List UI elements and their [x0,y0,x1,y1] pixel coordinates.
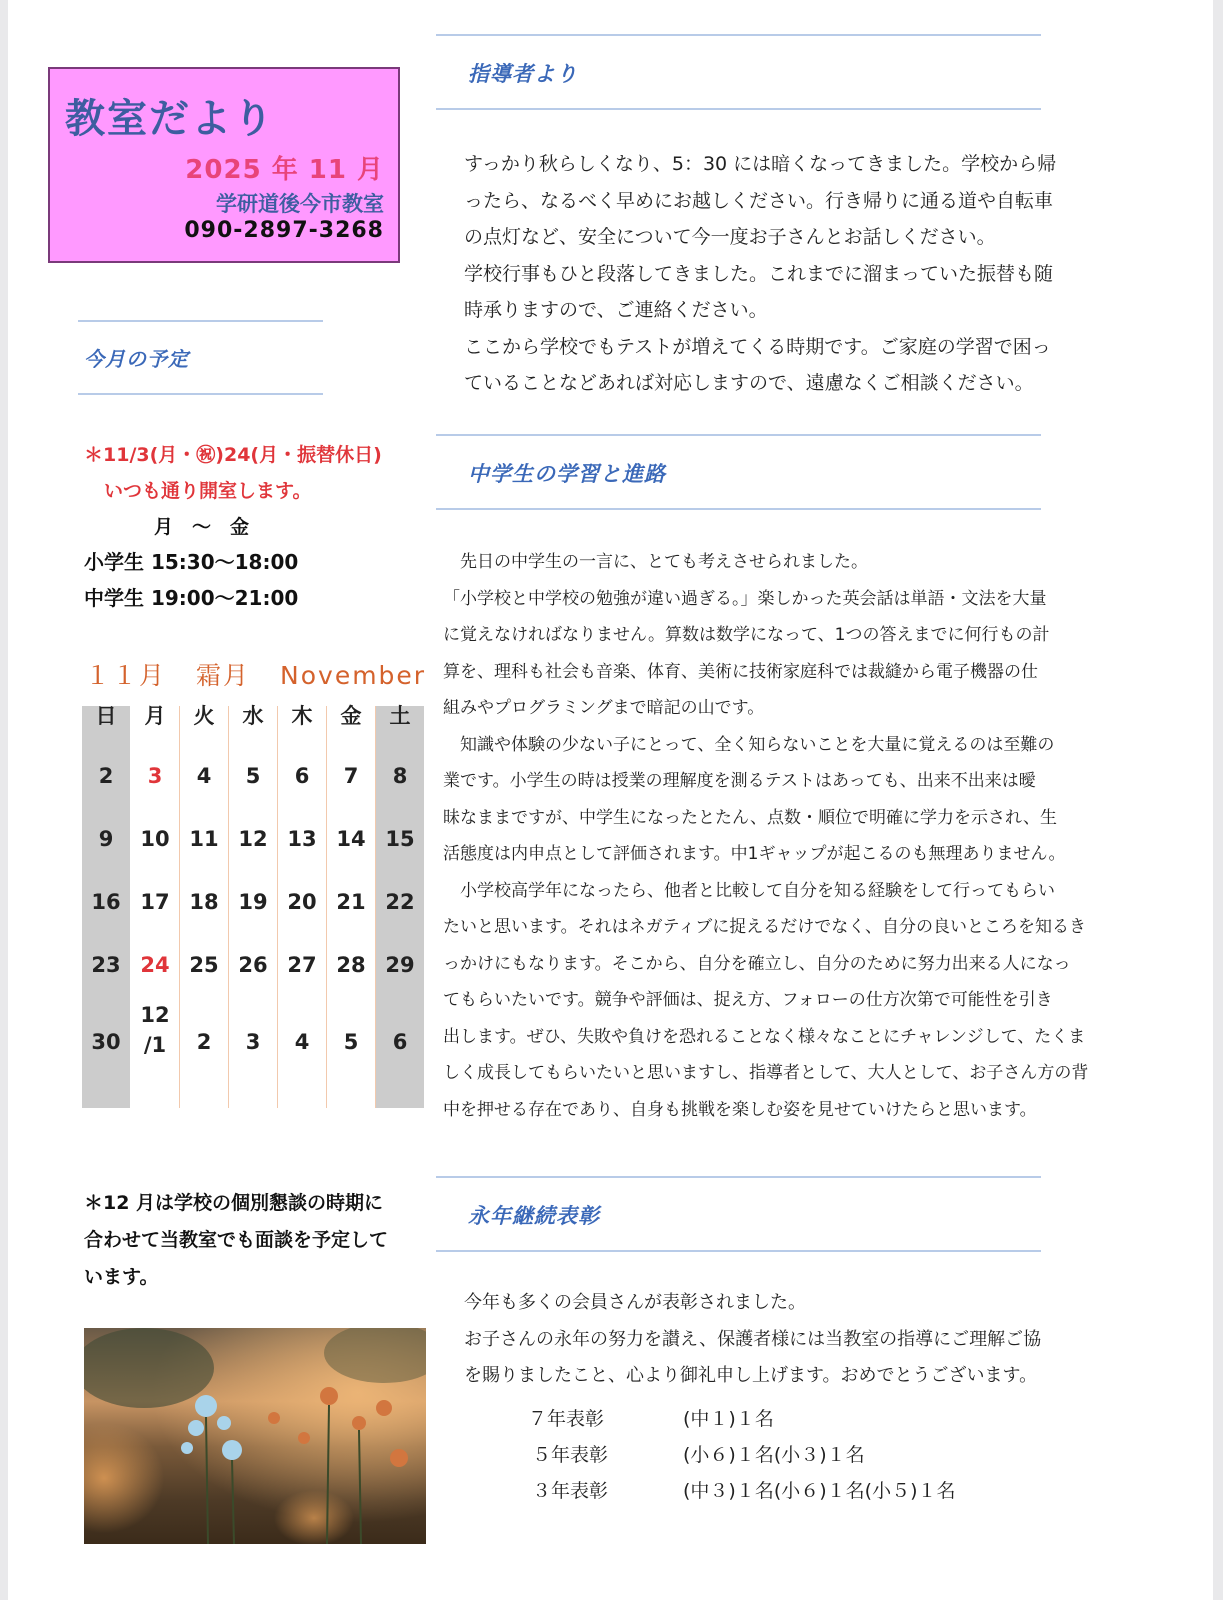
paragraph-line: に覚えなければなりません。算数は数学になって、1つの答えまでに何行もの計 [443,625,1050,645]
calendar-day: 13 [287,827,317,851]
school-name: 学研道後今市教室 [216,192,384,216]
calendar-day: 11 [189,827,219,851]
calendar-day: 2 [196,1030,212,1054]
calendar-day: 24 [140,953,170,977]
calendar-weekday-header: 月 [144,704,166,728]
calendar-day: 4 [196,764,212,788]
instructor-message [464,146,1056,402]
paragraph-line: お子さんの永年の努力を讃え、保護者様には当教室の指導にご理解ご協 [464,1328,1042,1350]
open-days: 月 ～ 金 [154,516,250,538]
meeting-note-line: 合わせて当教室でも面談を予定して [84,1229,389,1251]
flower-photo [84,1328,426,1544]
calendar-day: 15 [385,827,415,851]
calendar-day: 21 [336,890,366,914]
calendar-day: 12 [238,827,268,851]
calendar-day: 12 /1 [140,1003,170,1057]
calendar-day: 2 [98,764,114,788]
paragraph-line: すっかり秋らしくなり、5：30 には暗くなってきました。学校から帰 [464,153,1057,175]
award-row [532,1440,865,1467]
calendar-day: 19 [238,890,268,914]
divider [436,1250,1041,1252]
meeting-note [84,1185,388,1296]
calendar-day: 10 [140,827,170,851]
paragraph-line: 出します。ぜひ、失敗や負けを恐れることなく様々なことにチャレンジして、たくま [443,1026,1086,1047]
paragraph-line: 学校行事もひと段落してきました。これまでに溜まっていた振替も随 [464,262,1054,285]
paragraph-line: を賜りましたこと、心より御礼申し上げます。おめでとうございます。 [464,1365,1038,1386]
calendar-day: 9 [98,827,114,851]
paragraph-line: の点灯など、安全について今一度お子さんとお話しください。 [464,226,996,248]
holiday-note-open: いつも通り開室します。 [104,480,312,502]
section-title-awards: 永年継続表彰 [468,1204,600,1228]
paragraph-line: 今年も多くの会員さんが表彰されました。 [464,1292,806,1313]
junior-high-article [443,544,1088,1128]
award-row [532,1476,955,1503]
calendar-day: 16 [91,890,121,914]
calendar-weekday-header: 木 [291,704,313,728]
paragraph-line: しく成長してもらいたいと思いますし、指導者として、大人として、お子さん方の背 [443,1063,1089,1083]
calendar-day: 27 [287,953,317,977]
paragraph-line: たいと思います。それはネガティブに捉えるだけでなく、自分の良いところを知るき [443,917,1086,937]
divider [78,320,323,322]
awards-message [464,1285,1041,1395]
divider [436,508,1041,510]
calendar-day: 14 [336,827,366,851]
calendar-day: 6 [392,1030,408,1054]
issue-date: 2025 年 11 月 [185,155,384,185]
calendar-day: 7 [343,764,359,788]
calendar-day: 23 [91,953,121,977]
paragraph-line: っかけにもなります。そこから、自分を確立し、自分のために努力出来る人になっ [443,953,1071,974]
divider [436,1176,1041,1178]
newsletter-header-box [48,67,400,263]
newsletter-page [8,0,1213,1600]
award-label: ７年表彰 [528,1408,605,1430]
divider [436,434,1041,436]
calendar-english-month: November [280,661,427,690]
calendar-japanese-month: 霜月 [196,661,251,690]
phone-number: 090-2897-3268 [184,218,384,243]
paragraph-line: 知識や体験の少ない子にとって、全く知らないことを大量に覚えるのは至難の [443,734,1055,755]
award-value: (中１)１名 [683,1408,774,1430]
divider [436,108,1041,110]
calendar-day: 30 [91,1030,121,1054]
calendar-day: 25 [189,953,219,977]
paragraph-line: 小学校高学年になったら、他者と比較して自分を知る経験をして行ってもらい [443,880,1055,901]
calendar-day: 3 [147,764,163,788]
junior-high-hours: 中学生 19:00～21:00 [84,586,299,610]
meeting-note-line: ＊12 月は学校の個別懇談の時期に [84,1192,384,1214]
flower-field-image [84,1328,426,1544]
calendar-weekday-header: 水 [242,704,264,728]
calendar-day: 6 [294,764,310,788]
paragraph-line: ていることなどあれば対応しますので、遠慮なくご相談ください。 [464,372,1034,394]
calendar-day: 20 [287,890,317,914]
calendar-day: 17 [140,890,170,914]
newsletter-title: 教室だより [65,96,275,142]
elementary-hours: 小学生 15:30～18:00 [84,550,299,574]
calendar-day: 3 [245,1030,261,1054]
paragraph-line: 先日の中学生の一言に、とても考えさせられました。 [443,552,868,572]
section-title-instructor: 指導者より [468,62,578,86]
calendar-weekday-header: 金 [340,704,362,728]
section-title-junior-high: 中学生の学習と進路 [468,462,666,486]
calendar [82,706,426,1108]
paragraph-line: ったら、なるべく早めにお越しください。行き帰りに通る道や自転車 [464,189,1054,212]
paragraph-line: ここから学校でもテストが増えてくる時期です。ご家庭の学習で困っ [464,335,1051,358]
calendar-day: 5 [343,1030,359,1054]
meeting-note-line: います。 [84,1266,159,1288]
paragraph-line: 算を、理科も社会も音楽、体育、美術に技術家庭科では裁縫から電子機器の仕 [443,661,1038,682]
paragraph-line: 組みやプログラミングまで暗記の山です。 [443,698,765,718]
calendar-day: 18 [189,890,219,914]
calendar-day: 4 [294,1030,310,1054]
calendar-weekday-header: 日 [95,704,117,728]
paragraph-line: 活態度は内申点として評価されます。中1ギャップが起こるのも無理ありません。 [443,844,1066,864]
calendar-day: 26 [238,953,268,977]
schedule-title: 今月の予定 [84,347,189,371]
award-label: ３年表彰 [532,1480,609,1502]
divider [78,393,323,395]
award-row [528,1404,774,1431]
award-value: (小６)１名(小３)１名 [683,1444,865,1466]
paragraph-line: 「小学校と中学校の勉強が違い過ぎる。」楽しかった英会話は単語・文法を大量 [443,588,1047,609]
paragraph-line: てもらいたいです。競争や評価は、捉え方、フォローの仕方次第で可能性を引き [443,990,1053,1010]
award-value: (中３)１名(小６)１名(小５)１名 [683,1480,956,1502]
calendar-day: 5 [245,764,261,788]
calendar-day: 29 [385,953,415,977]
paragraph-line: 中を押せる存在であり、自身も挑戦を楽しむ姿を見せていけたらと思います。 [443,1099,1037,1120]
award-label: ５年表彰 [532,1444,609,1466]
calendar-weekday-header: 火 [193,704,215,728]
holiday-note: ＊11/3(月・㊗)24(月・振替休日) [84,444,382,466]
paragraph-line: 時承りますので、ご連絡ください。 [464,299,768,321]
calendar-heading [85,656,426,692]
calendar-day: 22 [385,890,415,914]
calendar-day: 8 [392,764,408,788]
calendar-weekday-header: 土 [389,704,411,728]
calendar-month: １１月 [85,661,167,690]
calendar-day: 28 [336,953,366,977]
paragraph-line: 昧なままですが、中学生になったとたん、点数・順位で明確に学力を示され、生 [443,807,1058,828]
paragraph-line: 業です。小学生の時は授業の理解度を測るテストはあっても、出来不出来は曖 [443,771,1036,791]
divider [436,34,1041,36]
